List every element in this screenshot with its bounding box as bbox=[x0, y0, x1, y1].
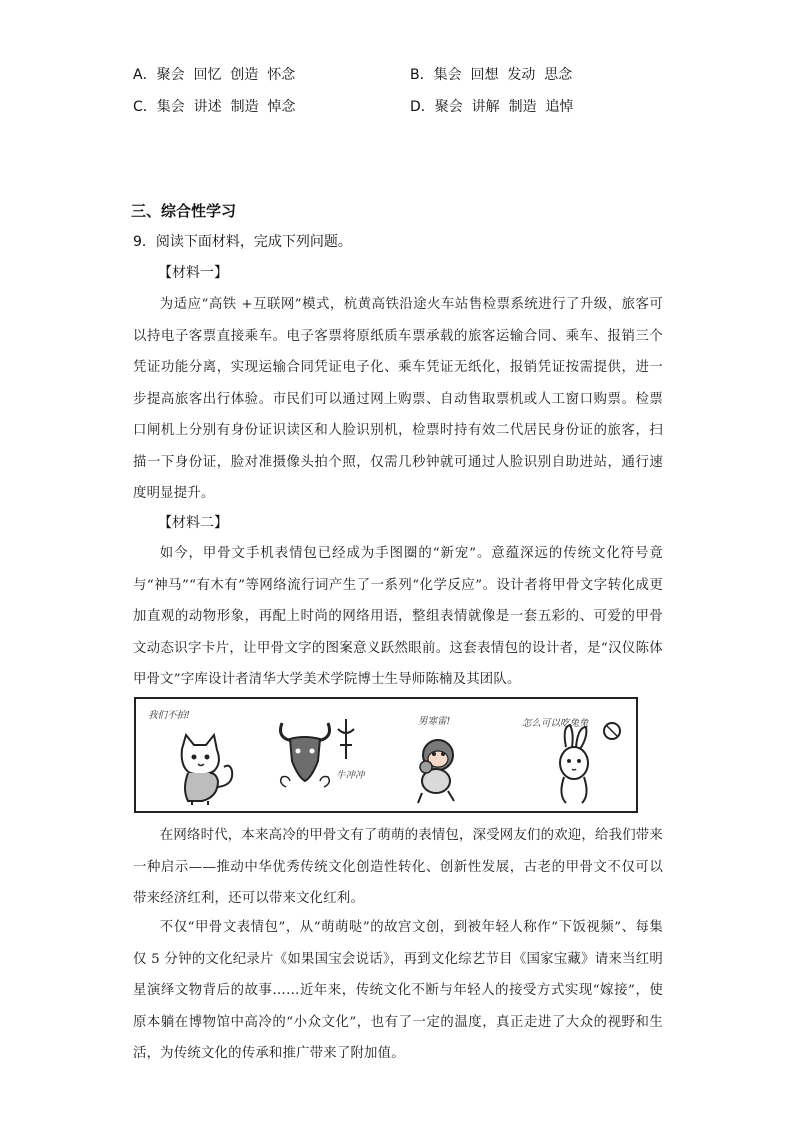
emoji-rabbit-caption: 怎么可以吃兔兔 bbox=[522, 718, 589, 729]
option-d: D．聚会 讲解 制造 追悼 bbox=[410, 99, 574, 115]
material-2-closing: 不仅“甲骨文表情包”，从“萌萌哒”的故宫文创，到被年轻人称作“下饭视频”、每集仅 5 分钟的文化纪录片《如果国宝会说话》，再到文化综艺节目《国家宝藏》请来当红明星演绎文物背后的故事……近年来，传统文化不断与年轻人的接受方式实现“嫁接”，使原本躺在博物馆中高冷的“小众文化”，也有了一定的温度，真正走进了大众的视野和生活，为传统文化的传承和推广带来了附加值。 bbox=[133, 920, 663, 1061]
material-2-text: 如今，甲骨文手机表情包已经成为手图圈的“新宠”。意蕴深远的传统文化符号竟与“神马”“有木有”等网络流行词产生了一系列“化学反应”。设计者将甲骨文字转化成更加直观的动物形象，再配上时尚的网络用语，整组表情就像是一套五彩的、可爱的甲骨文动态识字卡片，让甲骨文字的图案意义跃然眼前。这套表情包的设计者，是“汉仪陈体甲骨文”字库设计者清华大学美术学院博士生导师陈楠及其团队。 bbox=[133, 546, 663, 687]
emoji-cat bbox=[144, 705, 254, 809]
question-prompt: 9．阅读下面材料，完成下列问题。 bbox=[133, 234, 352, 250]
section-heading: 三、综合性学习 bbox=[131, 202, 237, 220]
material-1-text: 为适应“高铁 +互联网”模式，杭黄高铁沿途火车站售检票系统进行了升级，旅客可以持电子客票直接乘车。电子客票将原纸质车票承载的旅客运输合同、乘车、报销三个凭证功能分离，实现运输合同凭证电子化、乘车凭证无纸化，报销凭证按需提供，进一步提高旅客出行体验。市民们可以通过网上购票、自动售取票机或人工窗口购票。检票口闸机上分别有身份证识读区和人脸识别机，检票时持有效二代居民身份证的旅客，扫描一下身份证，脸对准摄像头拍个照，仅需几秒钟就可通过人脸识别自助进站，通行速度明显提升。 bbox=[133, 297, 663, 501]
emoji-ox-caption: 牛冲冲 bbox=[336, 770, 365, 781]
material-2-after-figure: 在网络时代，本来高冷的甲骨文有了萌萌的表情包，深受网友们的欢迎，给我们带来一种启示——推动中华优秀传统文化创造性转化、创新性发展，古老的甲骨文不仅可以带来经济红利，还可以带来文化红利。 bbox=[133, 828, 663, 906]
option-c: C．集会 讲述 制造 悼念 bbox=[133, 99, 296, 115]
option-a: A．聚会 回忆 创造 怀念 bbox=[133, 67, 296, 83]
option-b: B．集会 回想 发动 思念 bbox=[410, 67, 573, 83]
material-2-label: 【材料二】 bbox=[158, 515, 228, 531]
ox-icon bbox=[266, 705, 376, 809]
emoji-rabbit bbox=[514, 705, 634, 809]
emoji-monkey bbox=[392, 705, 502, 809]
emoji-monkey-caption: 男寒雷! bbox=[418, 716, 451, 727]
emoji-ox bbox=[266, 705, 376, 809]
material-1-label: 【材料一】 bbox=[158, 265, 228, 281]
emoji-cat-caption: 我们不拍! bbox=[148, 710, 190, 721]
oracle-emoji-figure bbox=[134, 697, 638, 813]
